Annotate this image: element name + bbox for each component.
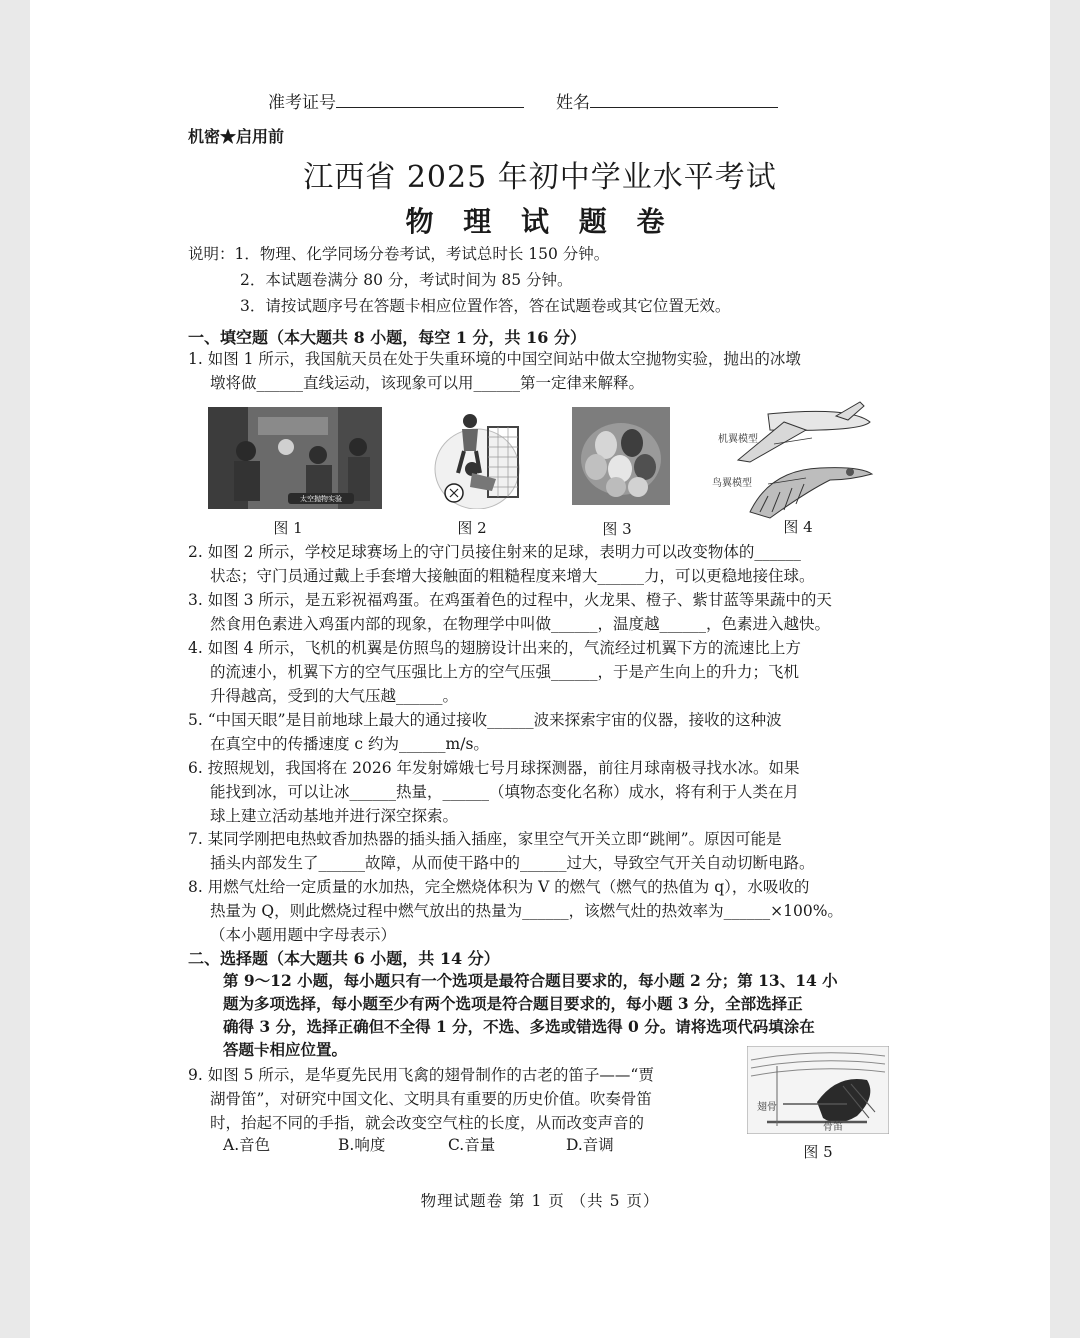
figure-1-label: 图 1 [273, 519, 303, 537]
page-footer: 物理试题卷 第 1 页 （共 5 页） [420, 1192, 660, 1210]
option-c: C.音量 [448, 1136, 496, 1154]
name-blank [590, 93, 778, 108]
figure-3-image [572, 407, 670, 505]
wing-models-illustration [710, 400, 874, 526]
figure-1-caption-overlay: 太空抛物实验 [300, 495, 342, 503]
option-a: A.音色 [223, 1136, 271, 1154]
section-2-instr-line-4: 答题卡相应位置。 [223, 1040, 348, 1059]
question-3-line-1: 3. 如图 3 所示，是五彩祝福鸡蛋。在鸡蛋着色的过程中，火龙果、橙子、紫甘蓝等果蔬中的天 [188, 591, 832, 609]
space-station-photo [208, 407, 382, 509]
note-2: 2．本试题卷满分 80 分，考试时间为 85 分钟。 [240, 271, 573, 289]
exam-id-blank [336, 93, 524, 108]
option-b: B.响度 [338, 1136, 386, 1154]
question-2-line-2: 状态；守门员通过戴上手套增大接触面的粗糙程度来增大______力，可以更稳地接住球。 [210, 567, 815, 585]
note-1: 说明：1．物理、化学同场分卷考试，考试总时长 150 分钟。 [188, 245, 610, 263]
question-8-line-2: 热量为 Q，则此燃烧过程中燃气放出的热量为______，该燃气灶的热效率为______×100%。 [210, 902, 843, 920]
figure-1-image [208, 407, 382, 509]
figure-4-bird-label: 鸟翼模型 [712, 478, 752, 489]
note-3: 3．请按试题序号在答题卡相应位置作答，答在试题卷或其它位置无效。 [240, 297, 731, 315]
figure-3-label: 图 3 [602, 520, 632, 538]
question-6 [188, 756, 800, 828]
question-4 [188, 636, 801, 708]
colored-eggs-photo [572, 407, 670, 505]
question-6-line-2: 能找到冰，可以让冰______热量，______（填物态变化名称）成水，将有利于人类在月 [210, 783, 800, 801]
figure-5-label-b: 骨笛 [823, 1122, 843, 1133]
section-2-instructions [223, 969, 838, 1061]
question-4-line-2: 的流速小，机翼下方的空气压强比上方的空气压强______，于是产生向上的升力；飞机 [210, 663, 800, 681]
name-label: 姓名 [556, 93, 590, 113]
figure-4-wing-label: 机翼模型 [718, 434, 758, 445]
question-9-line-1: 9. 如图 5 所示，是华夏先民用飞禽的翅骨制作的古老的笛子——“贾 [188, 1066, 654, 1084]
question-4-line-3: 升得越高，受到的大气压越______。 [210, 687, 459, 705]
question-9-line-3: 时，抬起不同的手指，就会改变空气柱的长度，从而改变声音的 [210, 1114, 645, 1132]
question-4-line-1: 4. 如图 4 所示，飞机的机翼是仿照鸟的翅膀设计出来的，气流经过机翼下方的流速比上方 [188, 639, 801, 657]
exam-page [30, 0, 1050, 1338]
question-1-line-2: 墩将做______直线运动，该现象可以用______第一定律来解释。 [210, 374, 645, 392]
paper-subtitle: 物 理 试 题 卷 [405, 205, 675, 238]
bone-flute-illustration [747, 1046, 889, 1134]
question-6-line-1: 6. 按照规划，我国将在 2026 年发射嫦娥七号月球探测器，前往月球南极寻找水冰。如果 [188, 759, 800, 777]
question-8 [188, 875, 843, 947]
figure-2-label: 图 2 [457, 519, 487, 537]
question-8-line-1: 8. 用燃气灶给一定质量的水加热，完全燃烧体积为 V 的燃气（燃气的热值为 q），水吸收的 [188, 878, 810, 896]
figure-5-label-a: 翅骨 [757, 1102, 777, 1113]
question-2 [188, 540, 815, 588]
question-8-line-3: （本小题用题中字母表示） [210, 926, 397, 944]
goalkeeper-illustration [432, 407, 522, 509]
question-1-line-1: 1. 如图 1 所示，我国航天员在处于失重环境的中国空间站中做太空抛物实验，抛出的冰墩 [188, 350, 801, 368]
figure-5-image [747, 1046, 889, 1134]
section-2-title: 二、选择题（本大题共 6 小题，共 14 分） [188, 949, 500, 968]
question-7 [188, 827, 815, 875]
exam-id-row [268, 88, 524, 113]
question-9 [188, 1063, 654, 1135]
section-2-instr-line-2: 题为多项选择，每小题至少有两个选项是符合题目要求的，每小题 3 分，全部选择正 [223, 994, 803, 1013]
question-6-line-3: 球上建立活动基地并进行深空探索。 [210, 807, 459, 825]
question-7-line-2: 插头内部发生了______故障，从而使干路中的______过大，导致空气开关自动切断电路。 [210, 854, 815, 872]
figure-4-label: 图 4 [783, 518, 813, 536]
section-1-title: 一、填空题（本大题共 8 小题，每空 1 分，共 16 分） [188, 328, 586, 347]
option-d: D.音调 [566, 1136, 614, 1154]
question-3 [188, 588, 832, 636]
question-5-line-1: 5. “中国天眼”是目前地球上最大的通过接收______波来探索宇宙的仪器，接收的这种波 [188, 711, 782, 729]
figure-5-label: 图 5 [803, 1143, 833, 1161]
secret-mark: 机密★启用前 [188, 127, 285, 146]
question-1 [188, 347, 801, 395]
figure-4-image [710, 400, 874, 526]
figure-2-image [432, 407, 522, 509]
exam-id-label: 准考证号 [268, 93, 336, 113]
question-5-line-2: 在真空中的传播速度 c 约为______m/s。 [210, 735, 489, 753]
question-9-line-2: 湖骨笛”，对研究中国文化、文明具有重要的历史价值。吹奏骨笛 [210, 1090, 652, 1108]
exam-title: 江西省 2025 年初中学业水平考试 [303, 160, 777, 195]
question-7-line-1: 7. 某同学刚把电热蚊香加热器的插头插入插座，家里空气开关立即“跳闸”。原因可能是 [188, 830, 782, 848]
name-row [556, 88, 778, 113]
section-2-instr-line-3: 确得 3 分，选择正确但不全得 1 分，不选、多选或错选得 0 分。请将选项代码填涂在 [223, 1017, 815, 1036]
question-3-line-2: 然食用色素进入鸡蛋内部的现象，在物理学中叫做______，温度越______，色素进入越快。 [210, 615, 831, 633]
question-5 [188, 708, 782, 756]
question-2-line-1: 2. 如图 2 所示，学校足球赛场上的守门员接住射来的足球，表明力可以改变物体的______ [188, 543, 801, 561]
section-2-instr-line-1: 第 9～12 小题，每小题只有一个选项是最符合题目要求的，每小题 2 分；第 13、14 小 [223, 971, 838, 990]
